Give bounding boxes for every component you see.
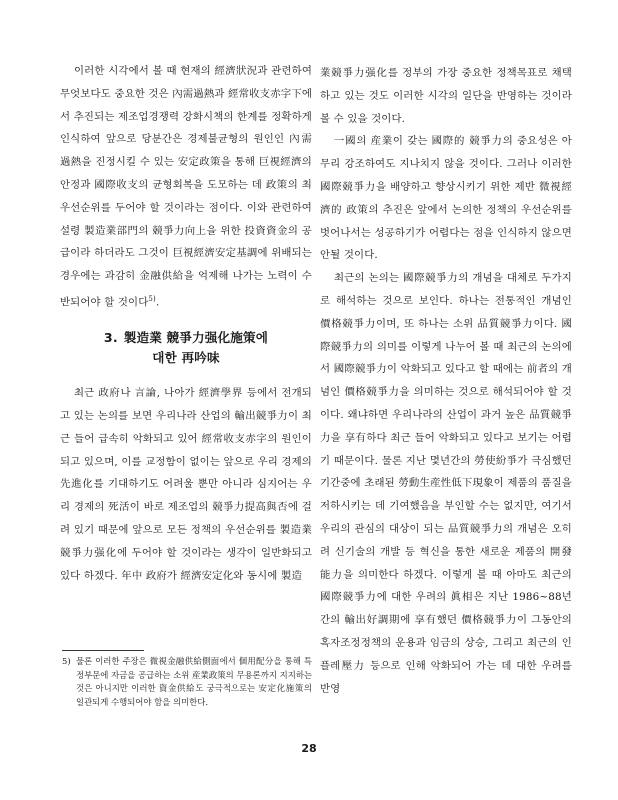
footnote-text: 물론 이러한 주장은 微視金融供給側面에서 個用配分을 통해 특정부문에 자금을 공급하는 소위 産業政策의 무용론까지 지지하는 것은 아니지만 이러한 資金供給도 궁극적으로는 安定化施策의 일관되게 수행되어야 함을 의미한다. [76, 656, 312, 707]
left-column [60, 60, 312, 587]
body-paragraph: 최근 政府나 言論, 나아가 經濟學界 등에서 전개되고 있는 논의를 보면 우리나라 산업의 輸出競爭力이 최근 들어 급속히 악화되고 있어 經常收支赤字의 원인이 되고 있으며, 이를 교정함이 없이는 앞으로 우리 경제의 先進化를 기대하기도 어려울 뿐만 아니라 심지어는 우리 경제의 死活이 바로 제조업의 競爭力提高與否에 걸려 있기 때문에 앞으로 모든 정책의 우선순위를 製造業競爭力强化에 두어야 할 것이라는 생각이 일반화되고 있다 하겠다. 年中 政府가 經濟安定化와 동시에 製造 [60, 387, 312, 582]
page-number: 28 [301, 742, 317, 755]
footnote [62, 655, 312, 709]
right-column [320, 62, 572, 700]
section-title-line2: 대한 再吟味 [152, 350, 220, 366]
paragraph-text: 이러한 시각에서 볼 때 현재의 經濟狀況과 관련하여 무엇보다도 중요한 것은 內需過熱과 經常收支赤字下에서 추진되는 제조업경쟁력 강화시책의 한계를 정확하게 인식하여 앞으로 당분간은 경제불균형의 원인인 內需過熱을 진정시킬 수 있는 安定政策을 통해 巨視經濟의 안정과 國際收支의 균형회복을 도모하는 데 政策의 최우선순위를 두어야 할 것이라는 점이다. 이와 관련하여 설령 製造業部門의 競爭力向上을 위한 投資資金의 공급이라 하더라도 그것이 巨視經濟安定基調에 위배되는 경우에는 과감히 金融供給을 억제해 나가는 노력이 수반되어야 할 것이다 [60, 65, 313, 309]
footnote-mark: 5) [62, 656, 71, 666]
section-heading [60, 328, 312, 368]
body-paragraph: 최근의 논의는 國際競爭力의 개념을 대체로 두가지로 해석하는 것으로 보인다. 하나는 전통적인 개념인 價格競爭力이며, 또 하나는 소위 品質競爭力이다. 國際競爭力의 의미를 이렇게 나누어 볼 때 최근의 논의에서 國際競爭力이 악화되고 있다고 할 때에는 前者의 개념인 價格競爭力을 의미하는 것으로 해석되어야 할 것이다. 왜냐하면 우리나라의 산업이 과거 높은 品質競爭力을 享有하다 최근 들어 악화되고 있다고 보기는 어렵기 때문이다. 물론 지난 몇년간의 勞使紛爭가 극심했던 기간중에 초래된 勞動生産性低下現象이 제품의 품질을 저하시키는 데 기여했음을 부인할 수는 없지만, 여기서 우리의 관심의 대상이 되는 品質競爭力의 개념은 오히려 신기술의 개발 등 혁신을 통한 새로운 제품의 開發能力을 의미한다 하겠다. 이렇게 볼 때 아마도 최근의 國際競爭力에 대한 우려의 眞相은 지난 1986~88년간의 輸出好調期에 享有했던 價格競爭力이 그동안의 혹자조정정책의 운용과 임금의 상승, 그리고 최근의 인플레壓力 등으로 인해 악화되어 가는 데 대한 우려를 반영 [320, 272, 572, 695]
body-paragraph: 業競爭力强化를 정부의 가장 중요한 정책목표로 채택하고 있는 것도 이러한 시각의 일단을 반영하는 것이라 볼 수 있을 것이다. [320, 67, 572, 125]
paragraph-end: . [155, 296, 160, 309]
footnote-divider [62, 650, 144, 651]
section-title-line1: 製造業 競爭力强化施策에 [123, 330, 269, 346]
body-paragraph [60, 60, 312, 314]
footnote-reference: 5) [148, 294, 156, 303]
section-number: 3. [103, 330, 118, 346]
body-paragraph: 一國의 産業이 갖는 國際的 競爭力의 중요성은 아무리 강조하여도 지나치지 않을 것이다. 그러나 이러한 國際競爭力을 배양하고 향상시키기 위한 제반 微視經濟的 政策의 추진은 앞에서 논의한 정책의 우선순위를 벗어나서는 성공하기가 어렵다는 점을 인식하지 않으면 안될 것이다. [320, 135, 572, 262]
